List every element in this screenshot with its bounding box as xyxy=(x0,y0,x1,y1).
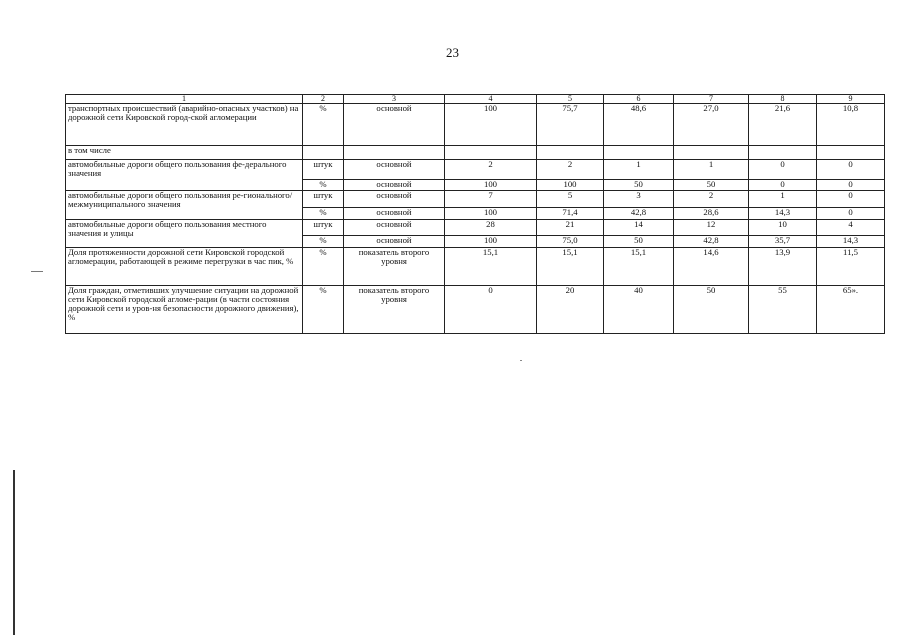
value-cell: 11,5 xyxy=(817,248,885,286)
row-label: транспортных происшествий (аварийно-опасных участков) на дорожной сети Кировской город-ской агломерации xyxy=(66,104,303,146)
unit-cell: % xyxy=(303,180,344,191)
indicator-type-cell: основной xyxy=(344,191,445,208)
value-cell: 7 xyxy=(445,191,537,208)
value-cell: 100 xyxy=(445,104,537,146)
indicator-type-cell: основной xyxy=(344,220,445,236)
value-cell: 0 xyxy=(749,180,817,191)
column-header: 7 xyxy=(674,95,749,104)
indicator-type-cell: основной xyxy=(344,160,445,180)
column-header: 3 xyxy=(344,95,445,104)
column-header: 2 xyxy=(303,95,344,104)
indicator-type-cell: показатель второго уровня xyxy=(344,286,445,334)
column-header: 8 xyxy=(749,95,817,104)
value-cell: 1 xyxy=(749,191,817,208)
value-cell: 55 xyxy=(749,286,817,334)
unit-cell: % xyxy=(303,286,344,334)
value-cell: 4 xyxy=(817,220,885,236)
indicator-type-cell: показатель второго уровня xyxy=(344,248,445,286)
table-row xyxy=(66,191,885,208)
value-cell: 75,0 xyxy=(537,236,604,248)
value-cell: 15,1 xyxy=(537,248,604,286)
value-cell: 27,0 xyxy=(674,104,749,146)
unit-cell: % xyxy=(303,236,344,248)
value-cell: 0 xyxy=(817,208,885,220)
table-header-row xyxy=(66,95,885,104)
indicator-type-cell: основной xyxy=(344,104,445,146)
table-row xyxy=(66,104,885,146)
value-cell: 14 xyxy=(604,220,674,236)
value-cell: 65». xyxy=(817,286,885,334)
table-row xyxy=(66,160,885,180)
value-cell: 14,6 xyxy=(674,248,749,286)
indicator-type-cell: основной xyxy=(344,180,445,191)
column-header: 1 xyxy=(66,95,303,104)
value-cell: 40 xyxy=(604,286,674,334)
value-cell: 71,4 xyxy=(537,208,604,220)
table-row xyxy=(66,220,885,236)
unit-cell: % xyxy=(303,104,344,146)
value-cell: 100 xyxy=(445,208,537,220)
value-cell: 50 xyxy=(604,180,674,191)
value-cell: 50 xyxy=(604,236,674,248)
row-label: автомобильные дороги общего пользования фе-дерального значения xyxy=(66,160,303,191)
value-cell: 3 xyxy=(604,191,674,208)
table-row xyxy=(66,248,885,286)
unit-cell: штук xyxy=(303,220,344,236)
value-cell: 13,9 xyxy=(749,248,817,286)
row-label: Доля граждан, отметивших улучшение ситуации на дорожной сети Кировской городской агломе-рации (в части состояния дорожной сети и уров-ня безопасности дорожного движения), % xyxy=(66,286,303,334)
value-cell: 10,8 xyxy=(817,104,885,146)
value-cell: 2 xyxy=(537,160,604,180)
row-label: автомобильные дороги общего пользования местного значения и улицы xyxy=(66,220,303,248)
table-row xyxy=(66,286,885,334)
value-cell: 14,3 xyxy=(749,208,817,220)
value-cell: 35,7 xyxy=(749,236,817,248)
scan-margin-line xyxy=(13,470,15,635)
value-cell: 1 xyxy=(604,160,674,180)
value-cell: 0 xyxy=(817,191,885,208)
value-cell: 100 xyxy=(445,236,537,248)
value-cell: 75,7 xyxy=(537,104,604,146)
page-number: 23 xyxy=(446,45,459,60)
value-cell: 21 xyxy=(537,220,604,236)
value-cell: 10 xyxy=(749,220,817,236)
column-header: 6 xyxy=(604,95,674,104)
indicator-type-cell: основной xyxy=(344,236,445,248)
value-cell: 0 xyxy=(445,286,537,334)
value-cell: 42,8 xyxy=(604,208,674,220)
value-cell: 2 xyxy=(674,191,749,208)
row-label: Доля протяженности дорожной сети Кировской городской агломерации, работающей в режиме перегрузки в час пик, % xyxy=(66,248,303,286)
value-cell: 0 xyxy=(749,160,817,180)
value-cell: 100 xyxy=(445,180,537,191)
value-cell: 50 xyxy=(674,286,749,334)
row-label: в том числе xyxy=(66,146,303,160)
unit-cell: % xyxy=(303,248,344,286)
column-header: 5 xyxy=(537,95,604,104)
value-cell: 12 xyxy=(674,220,749,236)
value-cell: 20 xyxy=(537,286,604,334)
value-cell: 100 xyxy=(537,180,604,191)
value-cell: 2 xyxy=(445,160,537,180)
value-cell: 14,3 xyxy=(817,236,885,248)
value-cell: 21,6 xyxy=(749,104,817,146)
column-header: 9 xyxy=(817,95,885,104)
value-cell: 48,6 xyxy=(604,104,674,146)
indicator-type-cell: основной xyxy=(344,208,445,220)
scan-artifact xyxy=(520,360,522,361)
scan-artifact xyxy=(31,271,43,272)
indicators-table xyxy=(65,94,885,334)
value-cell: 15,1 xyxy=(445,248,537,286)
column-header: 4 xyxy=(445,95,537,104)
value-cell: 28 xyxy=(445,220,537,236)
value-cell: 28,6 xyxy=(674,208,749,220)
row-label: автомобильные дороги общего пользования ре-гионального/межмуниципального значения xyxy=(66,191,303,220)
unit-cell: штук xyxy=(303,160,344,180)
value-cell: 0 xyxy=(817,180,885,191)
value-cell: 15,1 xyxy=(604,248,674,286)
value-cell: 42,8 xyxy=(674,236,749,248)
value-cell: 1 xyxy=(674,160,749,180)
value-cell: 50 xyxy=(674,180,749,191)
unit-cell: штук xyxy=(303,191,344,208)
table-row xyxy=(66,146,885,160)
value-cell: 0 xyxy=(817,160,885,180)
value-cell: 5 xyxy=(537,191,604,208)
unit-cell: % xyxy=(303,208,344,220)
